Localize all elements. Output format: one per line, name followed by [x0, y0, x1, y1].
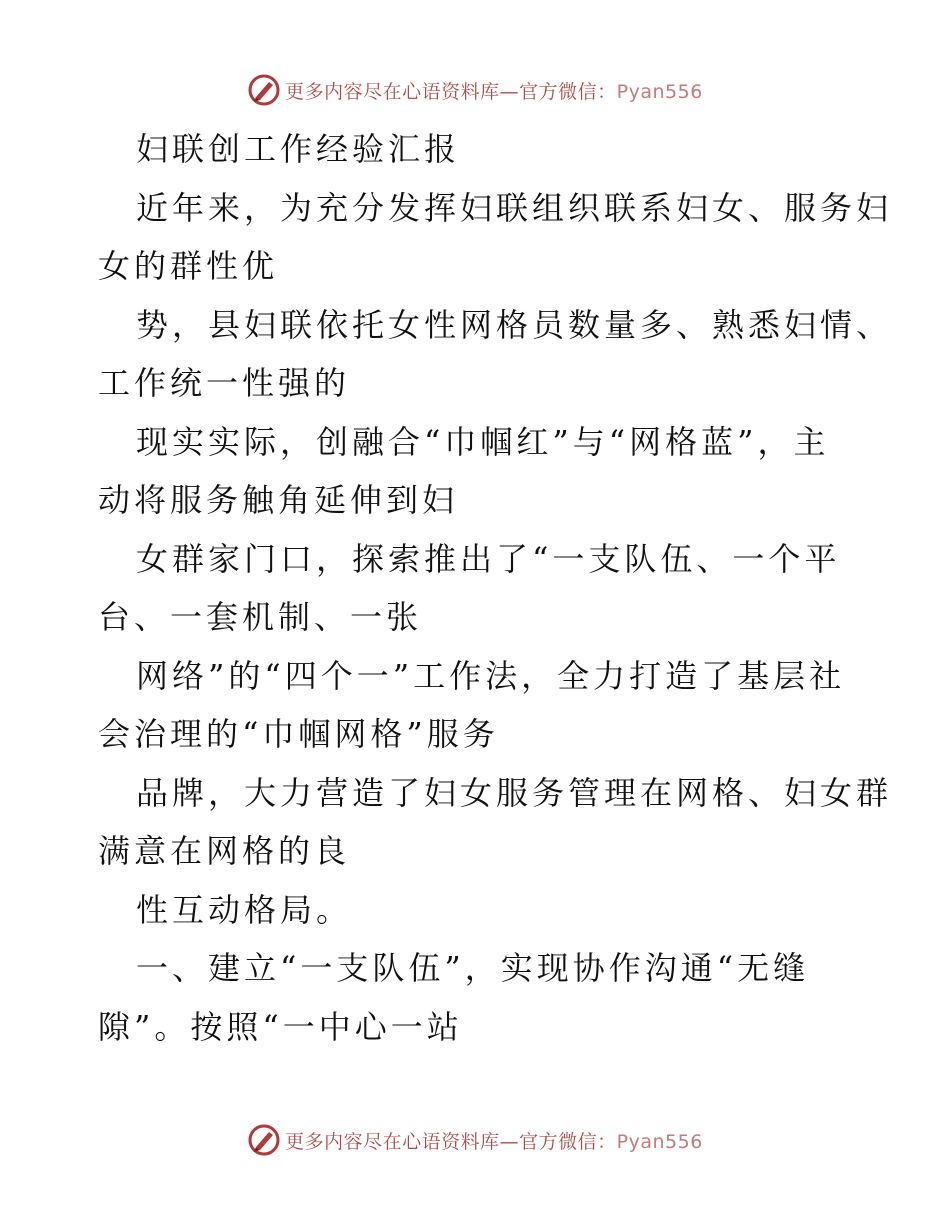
header-watermark-banner — [0, 70, 950, 110]
red-pen-seal-logo-icon — [247, 1123, 281, 1157]
document-body — [98, 120, 893, 1056]
watermark-text: 更多内容尽在心语资料库—官方微信：Pyan556 — [285, 80, 703, 103]
paragraph-line: 隙”。按照“一中心一站 — [98, 1007, 463, 1046]
footer-watermark-banner — [0, 1120, 950, 1160]
paragraph-line: 满意在网格的良 — [98, 832, 351, 870]
paragraph-line: 女的群性优 — [98, 247, 279, 285]
paragraph-line: 台、一套机制、一张 — [98, 598, 423, 636]
paragraph-line: 近年来，为充分发挥妇联组织联系妇女、服务妇 — [136, 188, 893, 227]
paragraph-line: 性互动格局。 — [136, 890, 353, 929]
paragraph-line: 会治理的“巾帼网格”服务 — [98, 715, 499, 753]
paragraph-line: 动将服务触角延伸到妇 — [98, 481, 459, 519]
paragraph-line: 势，县妇联依托女性网格员数量多、熟悉妇情、 — [136, 305, 893, 344]
wechat-id: Pyan556 — [616, 1130, 703, 1153]
paragraph-line: 工作统一性强的 — [98, 364, 351, 402]
paragraph-line: 品牌，大力营造了妇女服务管理在网格、妇女群 — [136, 773, 893, 812]
paragraph-line: 现实实际，创融合“巾帼红”与“网格蓝”，主 — [136, 422, 830, 461]
paragraph-line: 网络”的“四个一”工作法，全力打造了基层社 — [136, 656, 846, 695]
wechat-id: Pyan556 — [616, 80, 703, 103]
watermark-text: 更多内容尽在心语资料库—官方微信：Pyan556 — [285, 1130, 703, 1153]
red-pen-seal-logo-icon — [247, 73, 281, 107]
document-title: 妇联创工作经验汇报 — [136, 130, 461, 168]
paragraph-line: 女群家门口，探索推出了“一支队伍、一个平 — [136, 539, 841, 578]
section-heading-line: 一、建立“一支队伍”，实现协作沟通“无缝 — [136, 949, 810, 987]
